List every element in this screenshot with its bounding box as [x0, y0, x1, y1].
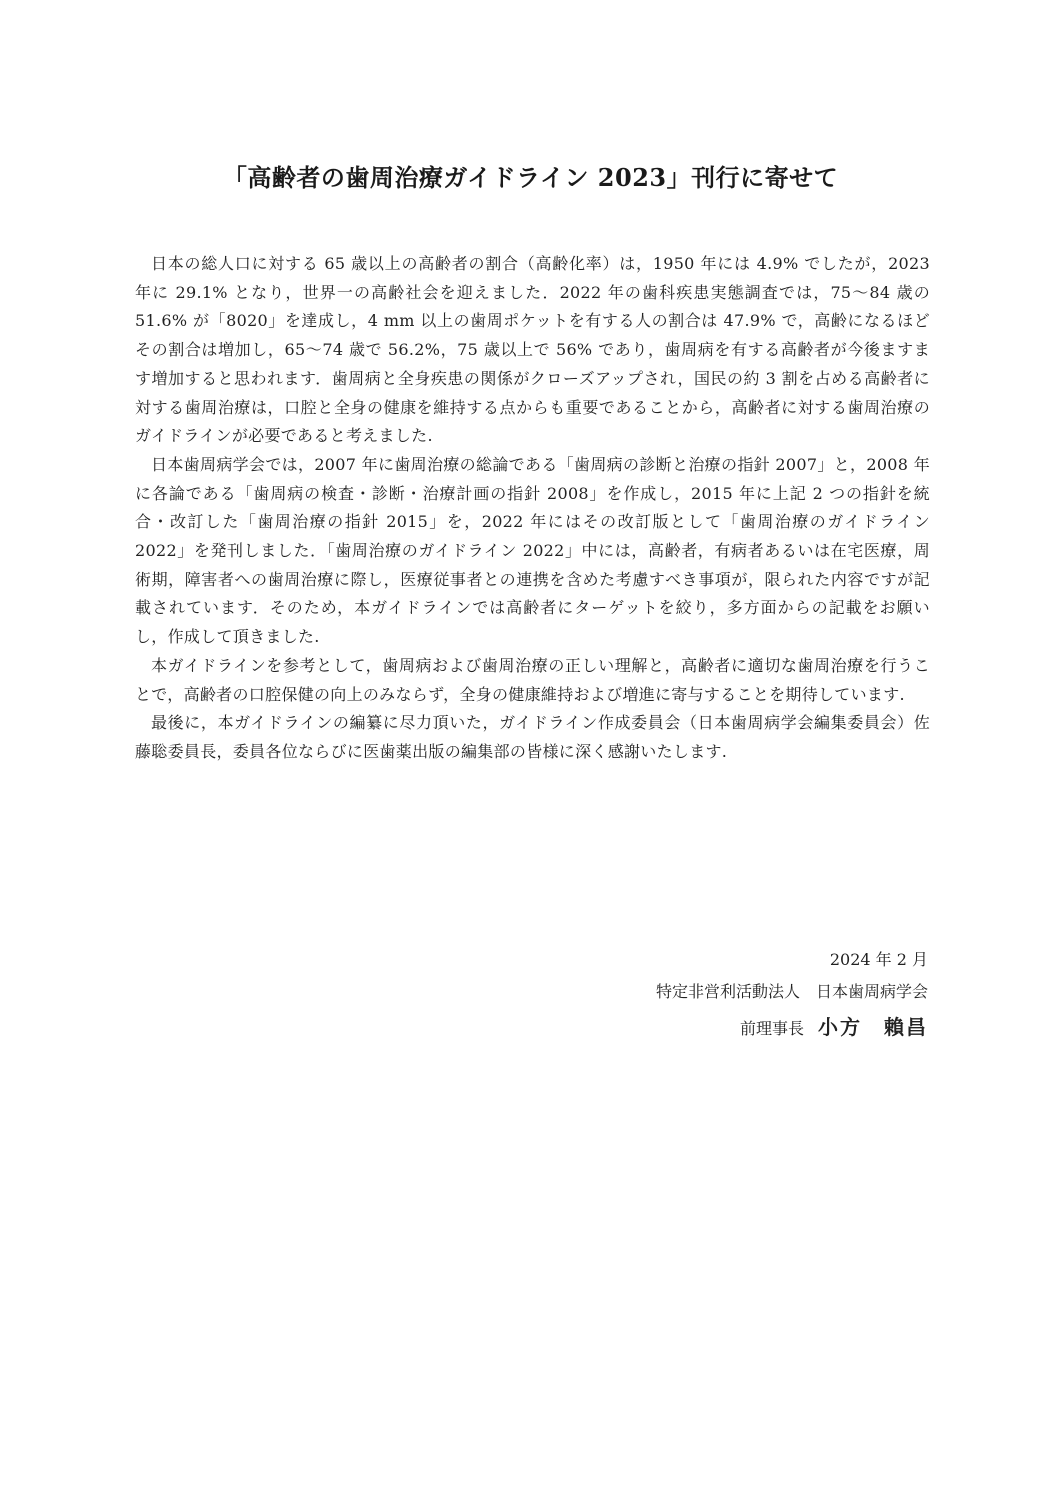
signature-organization: 特定非営利活動法人 日本歯周病学会: [655, 982, 928, 1001]
signature-position: 前理事長: [739, 1019, 804, 1038]
paragraph-3: 本ガイドラインを参考として，歯周病および歯周治療の正しい理解と，高齢者に適切な歯周治療を行うことで，高齢者の口腔保健の向上のみならず，全身の健康維持および増進に寄与することを期待しています.: [135, 655, 930, 704]
signature-date: 2024 年 2 月: [829, 950, 928, 969]
signature-name-row: [656, 1008, 928, 1048]
signature-name: 小方 賴昌: [818, 1015, 928, 1039]
page-title: 「高齢者の歯周治療ガイドライン 2023」刊行に寄せて: [222, 163, 839, 192]
paragraph-4: 最後に，本ガイドラインの編纂に尽力頂いた，ガイドライン作成委員会（日本歯周病学会編集委員会）佐藤聡委員長，委員各位ならびに医歯薬出版の編集部の皆様に深く感謝いたします.: [135, 713, 930, 761]
paragraph-1: 日本の総人口に対する 65 歳以上の高齢者の割合（高齢化率）は，1950 年には 4.9% でしたが，2023 年に 29.1% となり，世界一の高齢社会を迎えました．2022 年の歯科疾患実態調査では，75〜84 歳の 51.6% が「8020」を達成し，4 mm 以上の歯周ポケットを有する人の割合は 47.9% で，高齢になるほどその割合は増加し，65〜74 歳で 56.2%，75 歳以上で 56% であり，歯周病を有する高齢者が今後ますます増加すると思われます．歯周病と全身疾患の関係がクローズアップされ，国民の約 3 割を占める高齢者に対する歯周治療は，口腔と全身の健康を維持する点からも重要であることから，高齢者に対する歯周治療のガイドラインが必要であると考えました.: [135, 254, 930, 446]
signature-block: [656, 944, 928, 1048]
body-text: [135, 250, 930, 767]
paragraph-2: 日本歯周病学会では，2007 年に歯周治療の総論である「歯周病の診断と治療の指針 2007」と，2008 年に各論である「歯周病の検査・診断・治療計画の指針 2008」を作成し，2015 年に上記 2 つの指針を統合・改訂した「歯周治療の指針 2015」を，2022 年にはその改訂版として「歯周治療のガイドライン 2022」を発刊しました．「歯周治療のガイドライン 2022」中には，高齢者，有病者あるいは在宅医療，周術期，障害者への歯周治療に際し，医療従事者との連携を含めた考慮すべき事項が，限られた内容ですが記載されています．そのため，本ガイドラインでは高齢者にターゲットを絞り，多方面からの記載をお願いし，作成して頂きました.: [135, 454, 930, 647]
